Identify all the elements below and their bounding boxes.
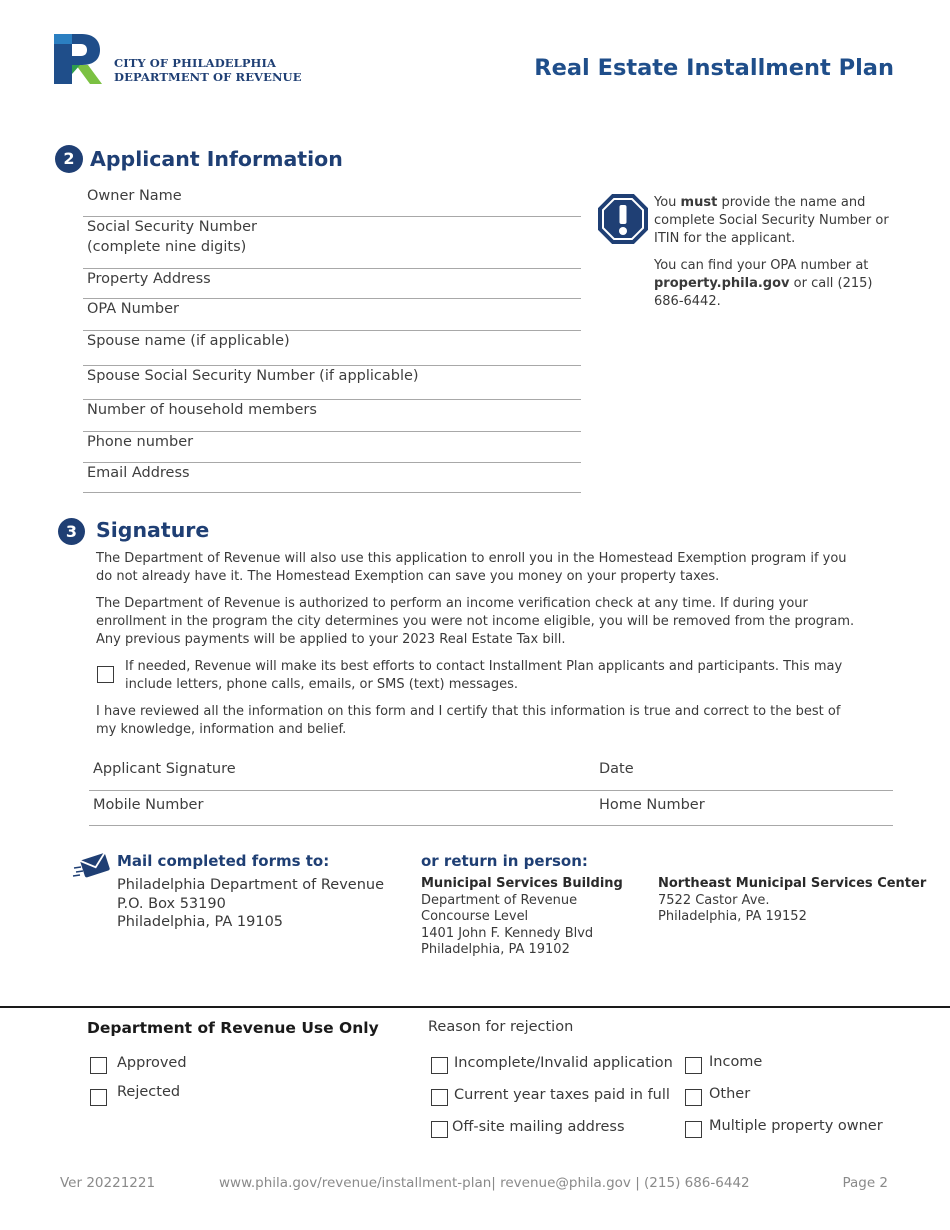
spouse-ssn-field[interactable] <box>83 366 581 400</box>
applicant-notice <box>654 194 894 320</box>
office-use-divider <box>0 1006 950 1008</box>
ssn-field[interactable] <box>83 217 581 269</box>
approved-checkbox[interactable] <box>90 1057 107 1074</box>
email-address-label: Email Address <box>87 465 190 481</box>
applicant-signature-field[interactable]: Applicant Signature <box>93 761 236 777</box>
offsite-mailing-label: Off-site mailing address <box>452 1119 625 1135</box>
spouse-ssn-label: Spouse Social Security Number (if applicable) <box>87 368 419 384</box>
phone-number-field[interactable] <box>83 432 581 463</box>
opa-number-field[interactable] <box>83 299 581 331</box>
section-number-badge: 3 <box>58 518 85 545</box>
owner-name-field[interactable] <box>83 186 581 217</box>
contact-consent-checkbox[interactable] <box>97 666 114 683</box>
email-address-field[interactable] <box>83 463 581 493</box>
mobile-number-field[interactable]: Mobile Number <box>93 797 204 813</box>
logo-line-department: DEPARTMENT OF REVENUE <box>114 70 302 84</box>
spouse-name-label: Spouse name (if applicable) <box>87 333 290 349</box>
logo-line-city: CITY OF PHILADELPHIA <box>114 56 277 70</box>
ssn-sublabel: (complete nine digits) <box>87 239 247 255</box>
income-verification-paragraph: The Department of Revenue is authorized to perform an income verification check at any time. If during your enrollment in the program the city determines you were not income eligible, you will be removed from the program. Any previous payments will be applied to your 2023 Real Estate Tax bill. <box>96 596 855 647</box>
opa-number-label: OPA Number <box>87 301 180 317</box>
certification-paragraph: I have reviewed all the information on this form and I certify that this information is true and correct to the best of my knowledge, information and belief. <box>96 704 841 737</box>
approved-label: Approved <box>117 1055 187 1071</box>
multiple-owner-checkbox[interactable] <box>685 1121 702 1138</box>
incomplete-application-checkbox[interactable] <box>431 1057 448 1074</box>
northeast-center-address: Northeast Municipal Services Center 7522 Castor Ave. Philadelphia, PA 19152 <box>658 876 927 924</box>
notice-opa-lookup: You can find your OPA number at property.phila.gov or call (215) 686-6442. <box>654 258 873 309</box>
page-number: Page 2 <box>842 1175 888 1191</box>
mail-address: Philadelphia Department of Revenue P.O. Box 53190 Philadelphia, PA 19105 <box>117 877 385 930</box>
notice-ssn-requirement: You must provide the name and complete Social Security Number or ITIN for the applicant. <box>654 195 889 246</box>
in-person-heading: or return in person: <box>421 852 588 870</box>
owner-name-label: Owner Name <box>87 188 182 204</box>
other-label: Other <box>709 1086 751 1102</box>
household-members-label: Number of household members <box>87 402 317 418</box>
taxes-paid-label: Current year taxes paid in full <box>454 1087 670 1103</box>
income-label: Income <box>709 1054 763 1070</box>
contact-consent-text: If needed, Revenue will make its best efforts to contact Installment Plan applicants and participants. This may include letters, phone calls, emails, or SMS (text) messages. <box>125 659 843 692</box>
rejected-label: Rejected <box>117 1084 181 1100</box>
rejected-checkbox[interactable] <box>90 1089 107 1106</box>
ssn-label: Social Security Number <box>87 219 257 235</box>
document-title: Real Estate Installment Plan <box>534 55 894 81</box>
contact-info-text: www.phila.gov/revenue/installment-plan| revenue@phila.gov | (215) 686-6442 <box>219 1175 750 1191</box>
property-address-label: Property Address <box>87 271 211 287</box>
signature-section-title: Signature <box>96 518 210 542</box>
household-members-field[interactable] <box>83 400 581 432</box>
multiple-owner-label: Multiple property owner <box>709 1118 883 1134</box>
phone-number-label: Phone number <box>87 434 194 450</box>
version-text: Ver 20221221 <box>60 1175 156 1191</box>
income-checkbox[interactable] <box>685 1057 702 1074</box>
home-number-field[interactable]: Home Number <box>599 797 705 813</box>
philadelphia-r-logo-icon <box>54 34 106 86</box>
mail-envelope-icon <box>72 850 110 880</box>
phone-numbers-line <box>89 790 893 826</box>
exclamation-stop-icon <box>597 193 649 245</box>
incomplete-application-label: Incomplete/Invalid application <box>454 1055 673 1071</box>
city-logo <box>54 34 314 86</box>
offsite-mailing-checkbox[interactable] <box>431 1121 448 1138</box>
homestead-paragraph: The Department of Revenue will also use this application to enroll you in the Homestead Exemption program if you do not already have it. The Homestead Exemption can save you money on your property taxes. <box>96 551 847 584</box>
office-use-title: Department of Revenue Use Only <box>87 1019 379 1037</box>
spouse-name-field[interactable] <box>83 331 581 366</box>
applicant-section-title: Applicant Information <box>90 147 343 171</box>
section-number-badge: 2 <box>55 145 83 173</box>
other-checkbox[interactable] <box>685 1089 702 1106</box>
rejection-reason-label: Reason for rejection <box>428 1019 574 1035</box>
mail-heading: Mail completed forms to: <box>117 852 330 870</box>
taxes-paid-checkbox[interactable] <box>431 1089 448 1106</box>
property-address-field[interactable] <box>83 269 581 299</box>
municipal-services-building-address: Municipal Services Building Department of Revenue Concourse Level 1401 John F. Kennedy Blvd Philadelphia, PA 19102 <box>421 876 623 957</box>
date-field[interactable]: Date <box>599 761 634 777</box>
